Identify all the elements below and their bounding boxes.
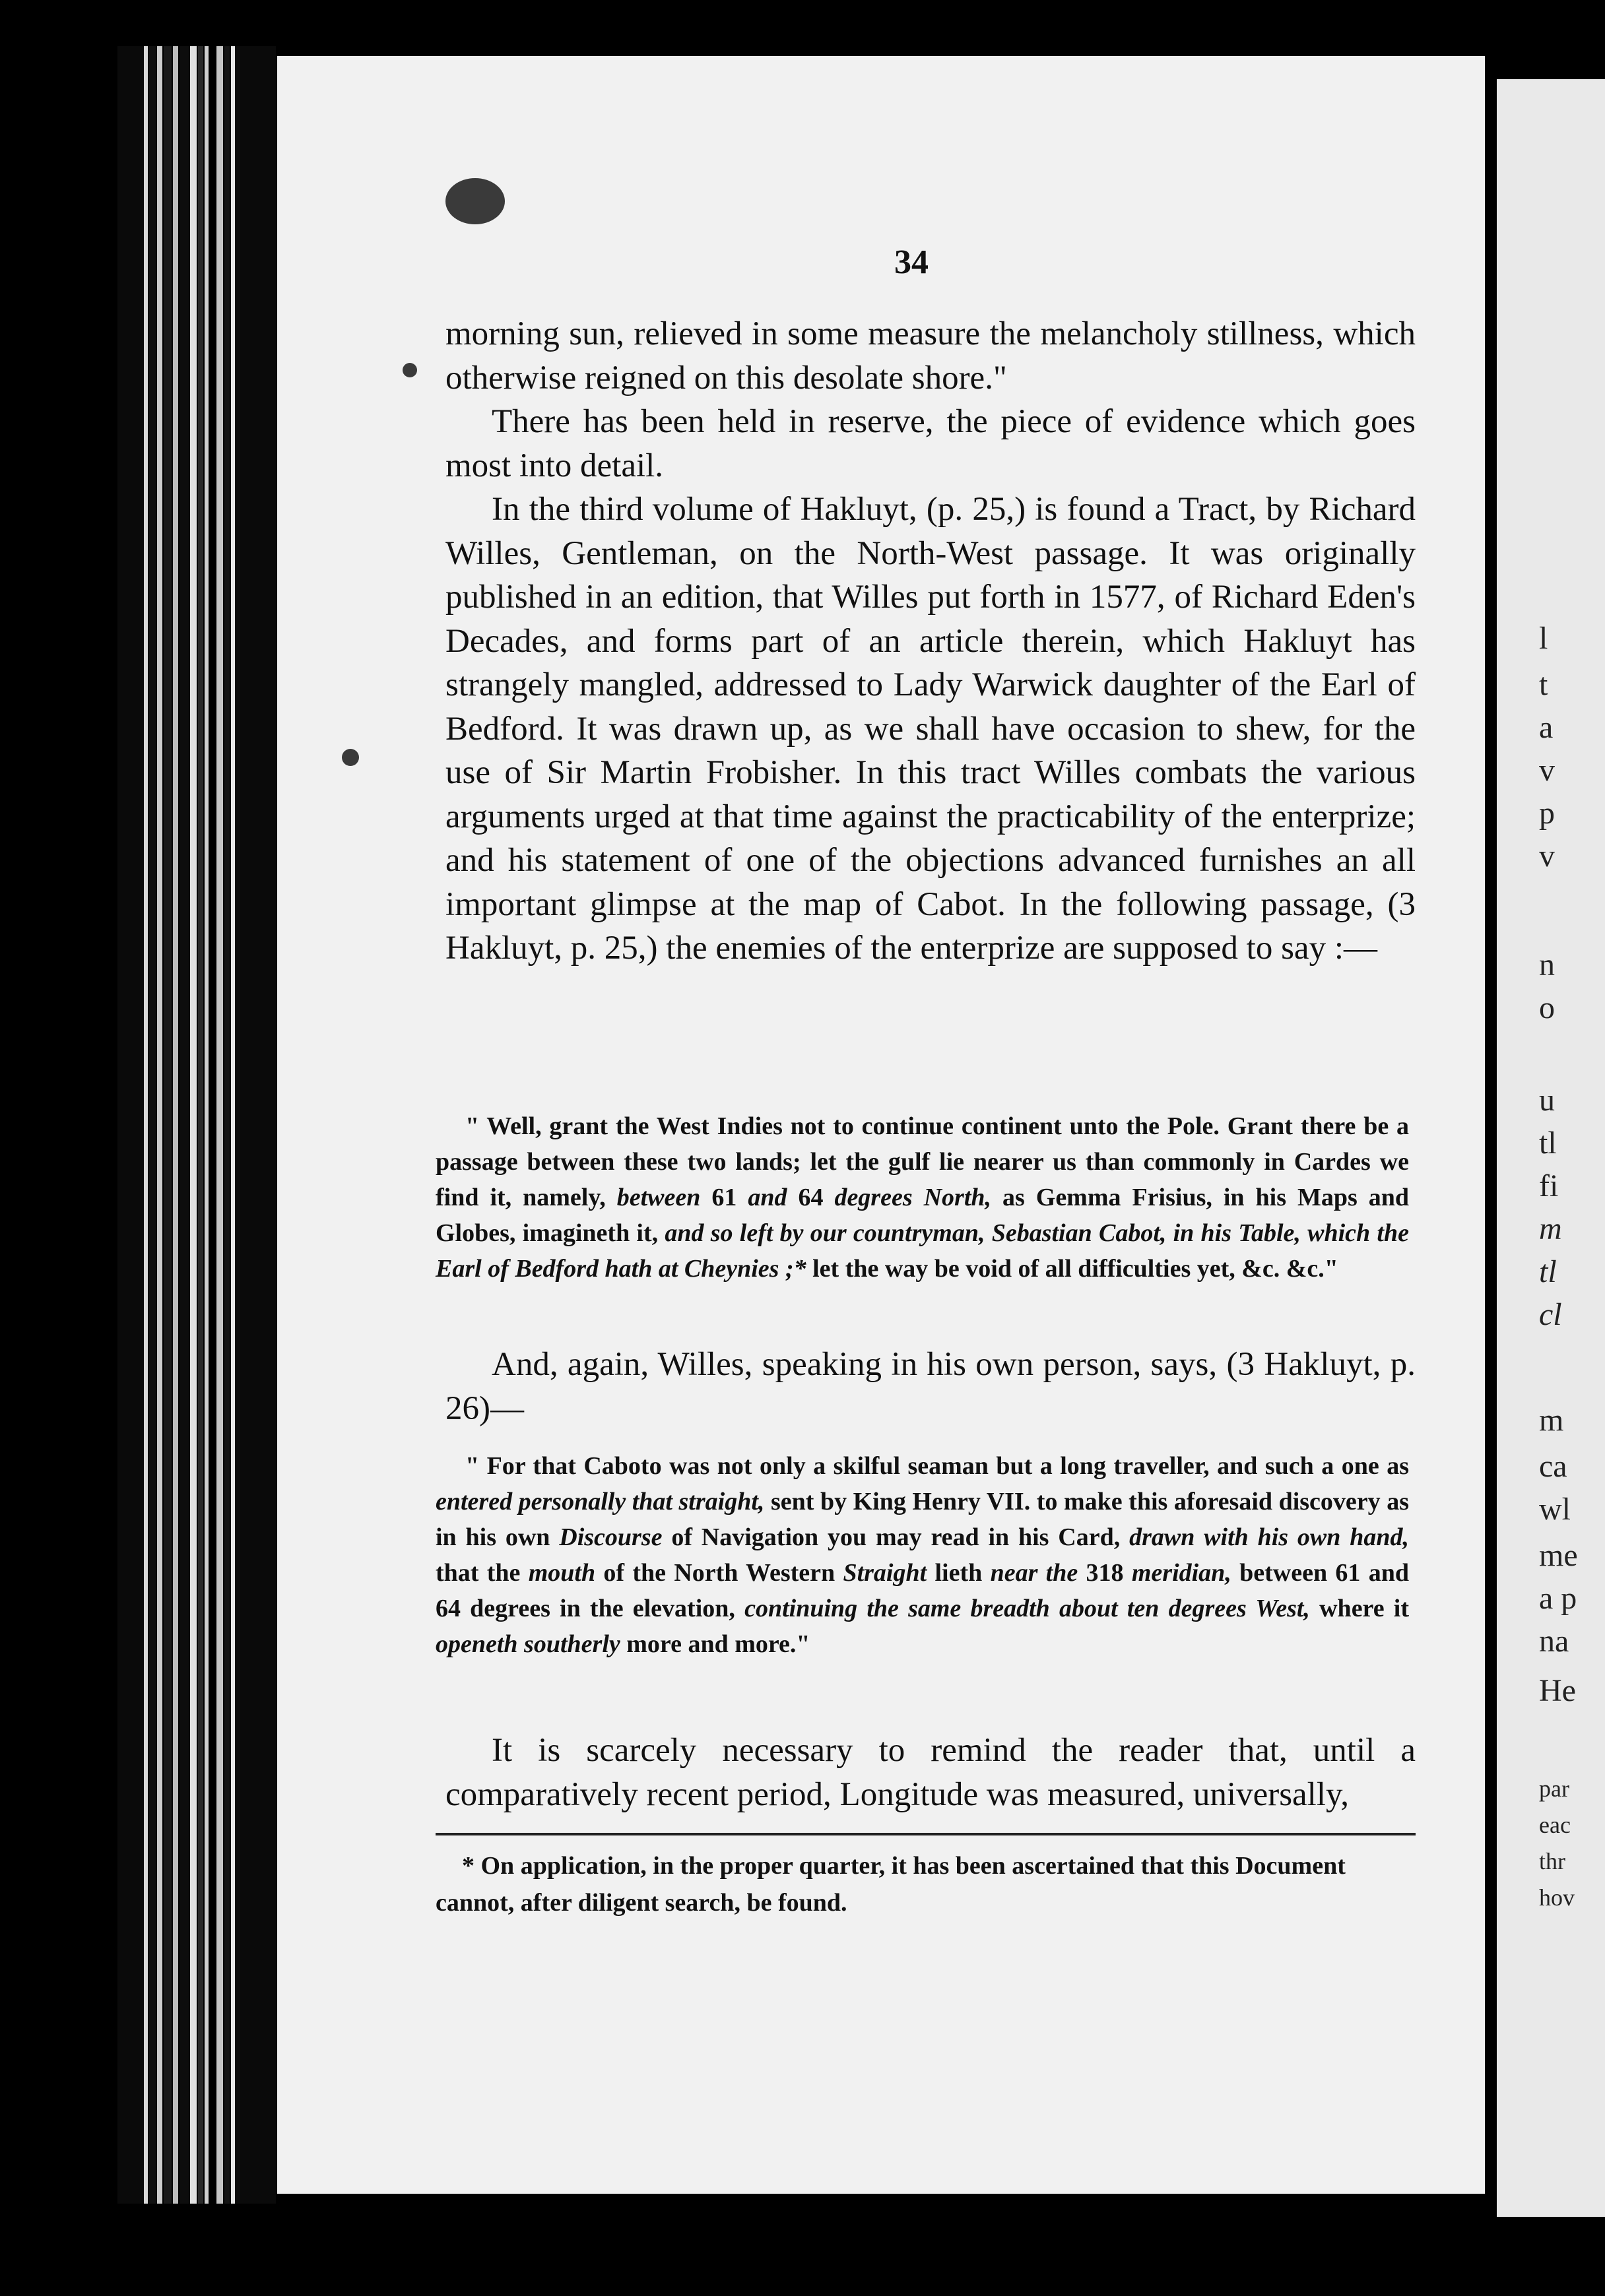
paragraph-intro	[445, 1343, 1416, 1430]
paragraph: morning sun, relieved in some measure the melancholy stillness, which otherwise reigned on this desolate shore."	[445, 315, 1416, 397]
paragraph: And, again, Willes, speaking in his own person, says, (3 Hakluyt, p. 26)—	[445, 1346, 1416, 1427]
paragraph: There has been held in reserve, the piece of evidence which goes most into detail.	[445, 403, 1416, 484]
block-quote	[436, 1448, 1409, 1662]
paragraph: It is scarcely necessary to remind the reader that, until a comparatively recent period, Longitude was measured, universally,	[445, 1732, 1416, 1813]
footnote	[436, 1847, 1412, 1921]
page-number: 34	[894, 243, 929, 281]
block-quote	[436, 1108, 1409, 1287]
quote-text: " Well, grant the West Indies not to continue continent unto the Pole. Grant there be a passage between these two lands; let the gulf lie nearer us than commonly in Cardes we find it, namely, between 61 and 64 degrees North, as Gemma Frisius, in his Maps and Globes, imagineth it, and so left by our countryman, Sebastian Cabot, in his Table, which the Earl of Bedford hath at Cheynies ;* let the way be void of all difficulties yet, &c. &c."	[436, 1112, 1409, 1283]
quote-text: " For that Caboto was not only a skilful seaman but a long traveller, and such a one as entered personally that straight, sent by King Henry VII. to make this aforesaid discovery as in his own Discourse of Navigation you may read in his Card, drawn with his own hand, that the mouth of the North Western Straight lieth near the 318 meridian, between 61 and 64 degrees in the elevation, continuing the same breadth about ten degrees West, where it openeth southerly more and more."	[436, 1452, 1409, 1658]
footnote-text: * On application, in the proper quarter, it has been ascertained that this Document cannot, after diligent search, be found.	[436, 1852, 1346, 1917]
ink-blot	[342, 749, 359, 766]
paragraph-continuation	[445, 312, 1416, 971]
footnote-divider	[436, 1833, 1416, 1835]
ink-blot	[403, 363, 417, 377]
paragraph-closing	[445, 1729, 1416, 1816]
paragraph: In the third volume of Hakluyt, (p. 25,) is found a Tract, by Richard Willes, Gentleman, on the North-West passage. It was originally published in an edition, that Willes put forth in 1577, of Richard Eden's Decades, and forms part of an article therein, which Hakluyt has strangely mangled, addressed to Lady Warwick daughter of the Earl of Bedford. It was drawn up, as we shall have occasion to shew, for the use of Sir Martin Frobisher. In this tract Willes combats the various arguments urged at that time against the practicability of the enterprize; and his statement of one of the objections advanced furnishes an all important glimpse at the map of Cabot. In the following passage, (3 Hakluyt, p. 25,) the enemies of the enterprize are supposed to say :—	[445, 491, 1416, 967]
ink-blot	[445, 178, 505, 224]
